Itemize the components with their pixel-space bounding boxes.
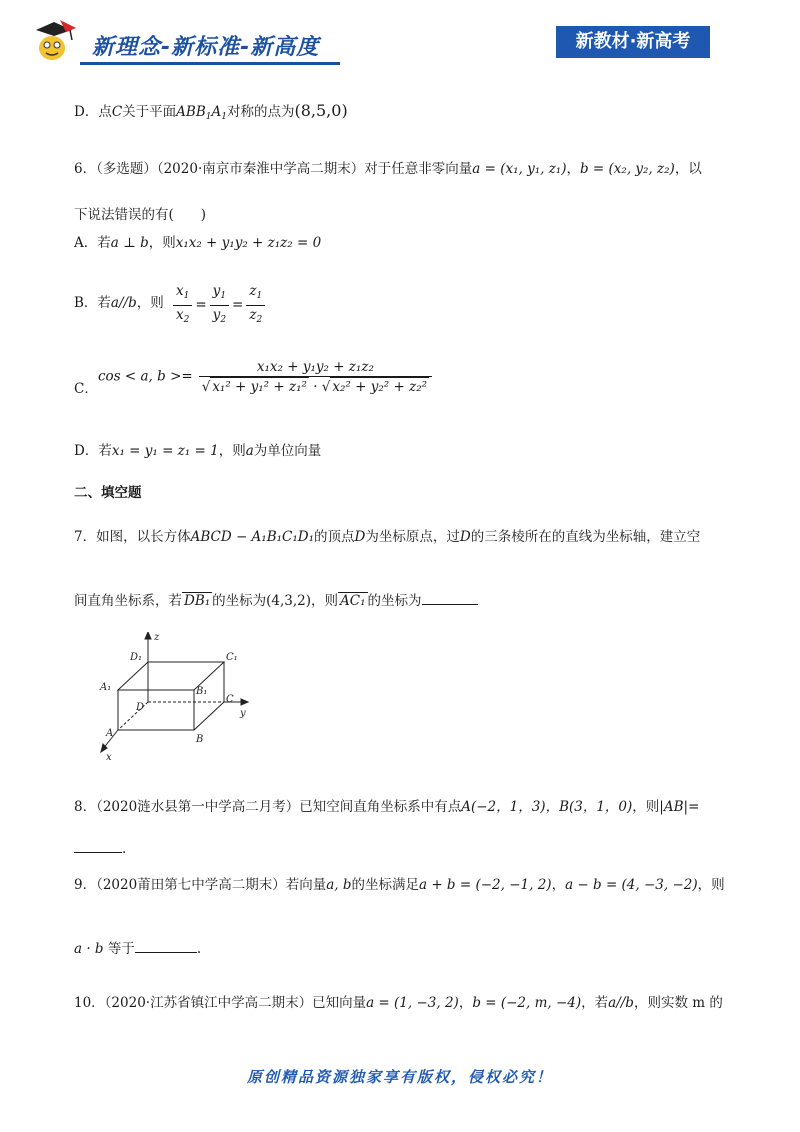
mascot-logo-icon <box>30 18 80 64</box>
q6-option-c-formula: cos < a, b >= $\frac{\text{x₁x₂ + y₁y₂ + z₁z₂}}{\text{√ x₁² + y₁² + z₁² · √ x₂² + y₂² + z₂²}}$ <box>98 358 435 396</box>
q9-stem: 9．（2020莆田第七中学高二期末）若向量a, b的坐标满足a + b = (−2, −1, 2)，a − b = (4, −3, −2)，则 <box>74 877 725 893</box>
section-title-fill-in: 二、填空题 <box>74 485 142 501</box>
q10-stem: 10．（2020·江苏省镇江中学高二期末）已知向量a = (1, −3, 2)，b = (−2, m, −4)，若a//b，则实数 m 的 <box>74 995 723 1011</box>
q6-vector-b-def: b = (x₂, y₂, z₂) <box>579 161 675 177</box>
header-slogan-right: 新教材·新高考 <box>556 26 710 58</box>
q8-answer-line: . <box>74 838 126 860</box>
axis-label-x: x <box>106 752 112 762</box>
vertex-label-c1: C₁ <box>226 652 238 663</box>
q6-option-c: C． <box>74 381 98 397</box>
header-underline <box>80 62 340 65</box>
q8-stem: 8．（2020涟水县第一中学高二月考）已知空间直角坐标系中有点A(−2，1，3)，B(3，1，0)，则|AB|= <box>74 799 700 815</box>
vertex-label-d: D <box>136 702 145 713</box>
vertex-label-a: A <box>106 728 114 739</box>
q9-answer-line: a · b 等于 . <box>74 941 202 957</box>
vertex-label-c: C <box>226 694 234 705</box>
copyright-footer: 原创精品资源独家享有版权，侵权必究！ <box>246 1068 553 1086</box>
q6-stem-line2: 下说法错误的有( ) <box>74 207 207 223</box>
cuboid-figure <box>96 632 256 762</box>
q8-answer-blank[interactable] <box>74 852 122 853</box>
q7-answer-blank[interactable] <box>422 604 478 605</box>
q6-option-d: D．若x₁ = y₁ = z₁ = 1，则a为单位向量 <box>74 443 322 459</box>
vertex-label-b: B <box>196 734 204 745</box>
axis-label-y: y <box>240 708 246 719</box>
q7-stem-line2: 间直角坐标系，若 DB₁ 的坐标为(4,3,2)，则 AC₁ 的坐标为 <box>74 590 478 612</box>
vertex-label-b1: B₁ <box>196 686 208 697</box>
q5-option-d: D．点C关于平面$ABB_1A_1$对称的点为(8,5,0) <box>74 101 348 122</box>
vertex-label-a1: A₁ <box>100 682 112 693</box>
vertex-label-d1: D₁ <box>130 652 143 663</box>
axis-label-z: z <box>154 632 160 643</box>
q9-answer-blank[interactable] <box>135 952 197 953</box>
q6-vector-a-def: a = (x₁, y₁, z₁) <box>472 161 567 177</box>
q7-stem-line1: 7．如图，以长方体ABCD − A₁B₁C₁D₁的顶点D为坐标原点，过D的三条棱所在的直线为坐标轴，建立空 <box>74 529 701 545</box>
q6-option-b: B．若a//b，则 <box>74 295 164 311</box>
q6-stem-line1: 6．（多选题）（2020·南京市秦淮中学高二期末）对于任意非零向量a = (x₁, y₁, z₁)，b = (x₂, y₂, z₂)，以 <box>74 161 702 177</box>
header-slogan-left: 新理念-新标准-新高度 <box>92 35 320 60</box>
page-header <box>0 0 800 80</box>
q6-option-b-formula: $\frac{x_1}{x_2}$ = $\frac{y_1}{y_2}$ = $\frac{z_1}{z_2}$ <box>170 282 268 329</box>
q6-option-a: A．若a ⊥ b，则x₁x₂ + y₁y₂ + z₁z₂ = 0 <box>74 235 322 251</box>
